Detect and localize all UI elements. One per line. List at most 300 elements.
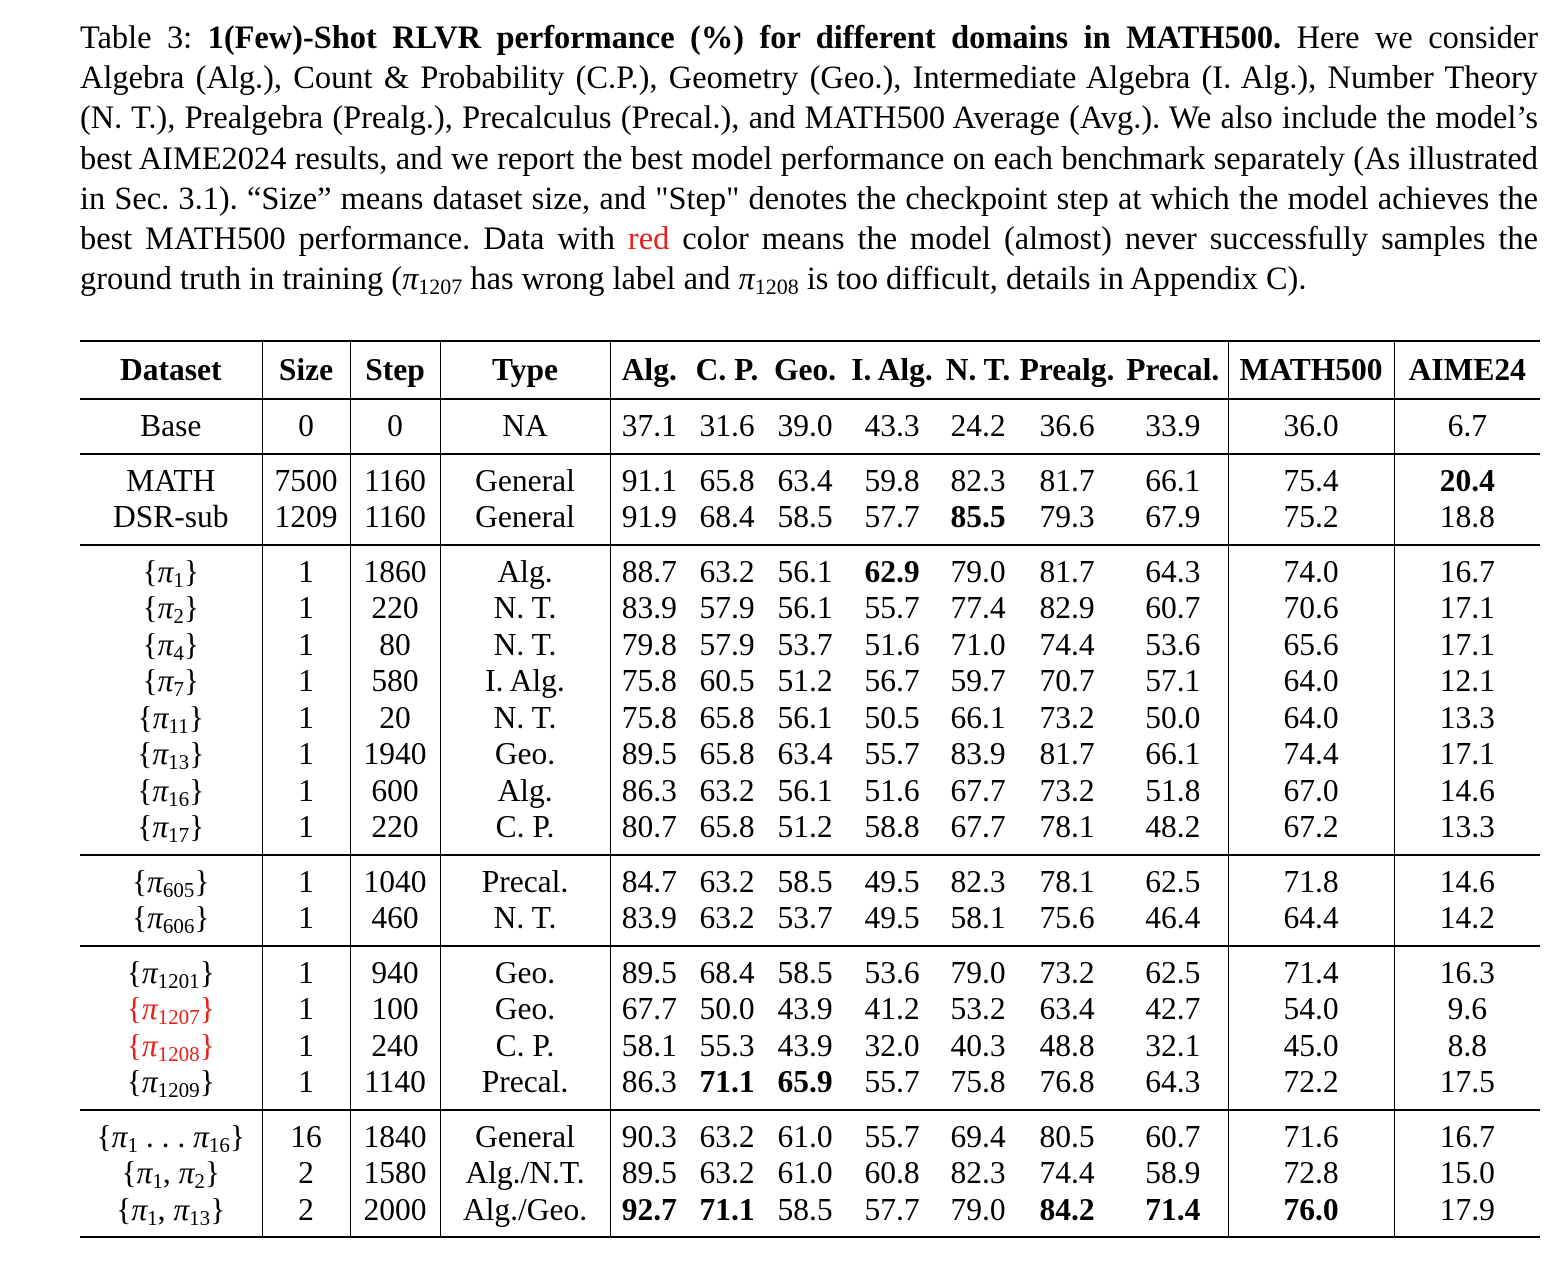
pi-symbol: π	[141, 1027, 158, 1063]
score-cell: 36.0	[1228, 399, 1394, 454]
score-cell: 59.7	[950, 663, 1006, 698]
score-cell: 71.4	[1228, 946, 1394, 992]
score-cell: 81.7	[1039, 736, 1095, 771]
score-cell: 75.4	[1228, 454, 1394, 500]
score-cell: 50.0	[699, 991, 755, 1026]
score-cell: 36.6	[1039, 408, 1095, 443]
score-cell: 73.2	[1039, 699, 1095, 735]
score-cell: 83.9	[950, 736, 1006, 771]
pi-subscript: 2	[173, 604, 184, 628]
score-cell: 16.3	[1439, 954, 1495, 990]
table-row	[80, 399, 1540, 454]
score-cell: 75.2	[1228, 499, 1394, 545]
header-cell: MATH500	[1228, 341, 1394, 399]
caption-label: Table 3:	[80, 20, 193, 56]
step-cell: 1040	[350, 855, 440, 901]
score-cell: 90.3	[621, 1118, 677, 1154]
score-cell: 13.3	[1439, 699, 1495, 735]
type-cell: Alg./N.T.	[440, 1155, 610, 1192]
score-cell: 77.4	[950, 590, 1006, 625]
pi-subscript: 1208	[157, 1041, 200, 1066]
score-cell: 85.5	[950, 499, 1006, 534]
header-cell: Geo.	[766, 341, 844, 399]
score-cell: 12.1	[1439, 663, 1495, 698]
pi-subscript: 606	[162, 914, 195, 938]
score-cell: 40.3	[950, 1027, 1006, 1063]
type-cell: Alg./Geo.	[440, 1192, 610, 1238]
table-row	[80, 1110, 1540, 1156]
score-cell: 14.6	[1439, 863, 1495, 899]
score-cell: 64.0	[1228, 700, 1394, 737]
type-cell: N. T.	[440, 590, 610, 627]
score-cell: 80.7	[621, 809, 677, 844]
pi-symbol: π	[157, 553, 174, 589]
step-cell: 1840	[350, 1110, 440, 1156]
score-cell: 63.2	[699, 863, 755, 899]
step-cell: 1140	[350, 1064, 440, 1110]
pi-symbol: π	[152, 772, 169, 808]
table-row	[80, 499, 1540, 545]
step-cell: 2000	[350, 1192, 440, 1238]
score-cell: 71.4	[1118, 1192, 1228, 1238]
score-cell: 45.0	[1228, 1028, 1394, 1065]
score-cell: 53.7	[777, 626, 833, 662]
size-cell: 1	[262, 773, 350, 810]
step-cell: 460	[350, 900, 440, 946]
table-row	[80, 1064, 1540, 1110]
table-group	[80, 855, 1540, 946]
dataset-cell: {$\pi_1$, $\pi_2$}	[80, 1155, 262, 1192]
score-cell: 49.5	[864, 900, 920, 935]
dataset-cell: $\{\pi_{605}\}$	[80, 855, 262, 901]
caption-text-1: Here we consider Algebra (Alg.), Count & Probability (C.P.), Geometry (Geo.), Intermediate Algebra (I. Alg.), Number Theory (N. T.), Prealgebra (Prealg.), Precalculus (Precal.), and MATH500 Average (Avg.). We also include the model’s best AIME2024 results, and we report the best model performance on each benchmark separately (As illustrated in Sec. 3.1). “Size” means dataset size, and "Step" denotes the checkpoint step at which the model achieves the best MATH500 performance. Data with	[80, 20, 1539, 258]
score-cell: 67.7	[950, 772, 1006, 808]
header-cell: Prealg.	[1016, 341, 1118, 399]
set-separator: ,	[157, 1191, 174, 1227]
score-cell: 53.6	[1118, 627, 1228, 664]
size-cell: 1	[262, 1064, 350, 1110]
score-cell: 17.5	[1439, 1064, 1495, 1099]
dataset-cell: $\{\pi_{17}\}$	[80, 809, 262, 855]
score-cell: 17.1	[1439, 626, 1495, 662]
score-cell: 63.2	[699, 1118, 755, 1154]
pi-subscript: 1	[173, 567, 184, 592]
caption-pi-subscript: 1207	[418, 274, 463, 300]
score-cell: 67.0	[1228, 773, 1394, 810]
score-cell: 17.9	[1439, 1191, 1495, 1227]
score-cell: 89.5	[621, 736, 677, 771]
table-row	[80, 1028, 1540, 1065]
pi-symbol: π	[147, 863, 163, 899]
type-cell: General	[440, 454, 610, 500]
table-group	[80, 1110, 1540, 1238]
pi-subscript: 1209	[157, 1078, 200, 1102]
results-table	[80, 340, 1540, 1238]
score-cell: 70.6	[1228, 590, 1394, 627]
score-cell: 60.7	[1118, 1110, 1228, 1156]
pi-symbol: π	[131, 1191, 148, 1227]
pi-symbol: π	[193, 1118, 209, 1154]
type-cell: General	[440, 499, 610, 545]
score-cell: 55.3	[699, 1027, 755, 1063]
step-cell: 100	[350, 991, 440, 1028]
size-cell: 1	[262, 545, 350, 591]
caption-pi-symbol: π	[402, 261, 419, 298]
size-cell: 1	[262, 590, 350, 627]
size-cell: 1	[262, 663, 350, 700]
table-row	[80, 855, 1540, 901]
step-cell: 80	[350, 627, 440, 664]
score-cell: 55.7	[864, 590, 920, 625]
score-cell: 6.7	[1447, 408, 1487, 443]
dataset-cell: $\{\pi_{606}\}$	[80, 900, 262, 946]
dataset-cell: $\{\pi_{1207}\}$	[80, 991, 262, 1028]
score-cell: 63.4	[777, 462, 833, 498]
size-cell: 2	[262, 1192, 350, 1238]
score-cell: 58.1	[950, 900, 1006, 935]
header-cell: C. P.	[688, 341, 766, 399]
pi-symbol: π	[157, 663, 174, 698]
score-cell: 16.7	[1439, 553, 1495, 589]
score-cell: 78.1	[1039, 809, 1095, 844]
score-cell: 49.5	[864, 863, 920, 899]
header-cell: N. T.	[940, 341, 1016, 399]
score-cell: 37.1	[621, 408, 677, 443]
score-cell: 64.3	[1118, 545, 1228, 591]
score-cell: 76.8	[1039, 1064, 1095, 1099]
score-cell: 74.4	[1039, 1155, 1095, 1190]
score-cell: 51.6	[864, 772, 920, 808]
type-cell: N. T.	[440, 627, 610, 664]
size-cell: 1	[262, 1028, 350, 1065]
score-cell: 56.7	[864, 663, 920, 698]
caption-title: 1(Few)-Shot RLVR performance (%) for different domains in MATH500.	[207, 20, 1282, 56]
step-cell: 1580	[350, 1155, 440, 1192]
score-cell: 72.2	[1228, 1064, 1394, 1110]
score-cell: 56.1	[777, 699, 833, 735]
size-cell: 7500	[262, 454, 350, 500]
score-cell: 89.5	[621, 1155, 677, 1190]
score-cell: 58.5	[777, 499, 833, 534]
dataset-cell: $\{\pi_{11}\}$	[80, 700, 262, 737]
type-cell: Alg.	[440, 545, 610, 591]
score-cell: 71.8	[1228, 855, 1394, 901]
caption-red-word: red	[627, 221, 670, 258]
header-cell: Precal.	[1118, 341, 1228, 399]
size-cell: 1	[262, 627, 350, 664]
pi-subscript: 11	[168, 713, 189, 738]
header-cell: I. Alg.	[844, 341, 940, 399]
score-cell: 50.0	[1118, 700, 1228, 737]
type-cell: N. T.	[440, 900, 610, 946]
pi-symbol: π	[152, 699, 169, 735]
table-row	[80, 736, 1540, 773]
score-cell: 65.8	[699, 462, 755, 498]
score-cell: 51.2	[777, 663, 833, 698]
table-row	[80, 773, 1540, 810]
score-cell: 75.8	[621, 663, 677, 698]
score-cell: 63.2	[699, 553, 755, 589]
type-cell: General	[440, 1110, 610, 1156]
size-cell: 1	[262, 946, 350, 992]
dataset-cell: $\{\pi_{16}\}$	[80, 773, 262, 810]
caption-pi-subscript: 1208	[754, 274, 799, 300]
step-cell: 600	[350, 773, 440, 810]
caption-text-3: has wrong label and	[470, 261, 731, 298]
score-cell: 41.2	[864, 991, 920, 1026]
step-cell: 940	[350, 946, 440, 992]
type-cell: I. Alg.	[440, 663, 610, 700]
pi-subscript: 16	[168, 786, 190, 811]
score-cell: 63.2	[699, 772, 755, 808]
score-cell: 83.9	[621, 900, 677, 935]
score-cell: 55.7	[864, 736, 920, 771]
table-group	[80, 946, 1540, 1110]
step-cell: 240	[350, 1028, 440, 1065]
dataset-cell: $\{\pi_1\}$	[80, 545, 262, 591]
score-cell: 67.7	[950, 809, 1006, 844]
score-cell: 53.6	[864, 954, 920, 990]
type-cell: Precal.	[440, 1064, 610, 1110]
score-cell: 63.4	[1039, 991, 1095, 1026]
dataset-cell: $\{\pi_{1201}\}$	[80, 946, 262, 992]
score-cell: 80.5	[1039, 1118, 1095, 1154]
score-cell: 84.7	[621, 863, 677, 899]
pi-symbol: π	[152, 736, 169, 771]
score-cell: 53.2	[950, 991, 1006, 1026]
size-cell: 2	[262, 1155, 350, 1192]
step-cell: 1160	[350, 454, 440, 500]
header-cell: Alg.	[610, 341, 688, 399]
score-cell: 74.4	[1039, 626, 1095, 662]
pi-subscript: 17	[168, 823, 190, 847]
type-cell: NA	[440, 399, 610, 454]
score-cell: 53.7	[777, 900, 833, 935]
pi-subscript: 1201	[157, 968, 200, 993]
header-row	[80, 341, 1540, 399]
set-separator: . . .	[137, 1118, 194, 1154]
score-cell: 66.1	[950, 699, 1006, 735]
size-cell: 1	[262, 855, 350, 901]
score-cell: 82.3	[950, 863, 1006, 899]
score-cell: 64.0	[1228, 663, 1394, 700]
pi-symbol: π	[173, 1191, 190, 1227]
table-group	[80, 454, 1540, 545]
score-cell: 42.7	[1118, 991, 1228, 1028]
score-cell: 79.3	[1039, 499, 1095, 534]
score-cell: 55.7	[864, 1064, 920, 1099]
header-cell: Type	[440, 341, 610, 399]
score-cell: 82.9	[1039, 590, 1095, 625]
table-header	[80, 341, 1540, 399]
pi-subscript: 16	[208, 1132, 230, 1157]
score-cell: 50.5	[864, 699, 920, 735]
score-cell: 74.4	[1228, 736, 1394, 773]
score-cell: 57.9	[699, 626, 755, 662]
score-cell: 48.2	[1118, 809, 1228, 855]
type-cell: Alg.	[440, 773, 610, 810]
table-row	[80, 946, 1540, 992]
score-cell: 79.0	[950, 1191, 1006, 1227]
caption-text-4: is too difficult, details in Appendix C).	[806, 261, 1307, 298]
score-cell: 39.0	[777, 408, 833, 443]
score-cell: 14.6	[1439, 772, 1495, 808]
score-cell: 58.9	[1118, 1155, 1228, 1192]
score-cell: 89.5	[621, 954, 677, 990]
pi-subscript: 7	[173, 677, 184, 701]
score-cell: 75.8	[621, 699, 677, 735]
score-cell: 14.2	[1439, 900, 1495, 935]
pi-subscript: 4	[173, 640, 184, 665]
score-cell: 60.8	[864, 1155, 920, 1190]
score-cell: 69.4	[950, 1118, 1006, 1154]
score-cell: 18.8	[1439, 499, 1495, 534]
score-cell: 51.2	[777, 809, 833, 844]
dataset-cell: DSR-sub	[80, 499, 262, 545]
score-cell: 60.5	[699, 663, 755, 698]
score-cell: 62.5	[1118, 946, 1228, 992]
table-row	[80, 590, 1540, 627]
score-cell: 64.3	[1118, 1064, 1228, 1110]
score-cell: 65.8	[699, 809, 755, 844]
pi-subscript: 13	[189, 1205, 211, 1230]
score-cell: 71.1	[699, 1191, 755, 1227]
score-cell: 68.4	[699, 954, 755, 990]
dataset-cell: $\{\pi_{1208}\}$	[80, 1028, 262, 1065]
step-cell: 0	[350, 399, 440, 454]
pi-subscript: 1	[127, 1132, 138, 1157]
score-cell: 71.1	[699, 1064, 755, 1099]
score-cell: 73.2	[1039, 954, 1095, 990]
score-cell: 74.0	[1228, 545, 1394, 591]
score-cell: 60.7	[1118, 590, 1228, 627]
score-cell: 57.1	[1118, 663, 1228, 700]
score-cell: 86.3	[621, 1064, 677, 1099]
table-row	[80, 1155, 1540, 1192]
score-cell: 63.2	[699, 1155, 755, 1190]
size-cell: 1	[262, 809, 350, 855]
dataset-cell: $\{\pi_{1209}\}$	[80, 1064, 262, 1110]
score-cell: 88.7	[621, 553, 677, 589]
dataset-cell: Base	[80, 399, 262, 454]
table-row	[80, 700, 1540, 737]
pi-subscript: 1207	[157, 1005, 200, 1029]
score-cell: 64.4	[1228, 900, 1394, 946]
score-cell: 82.3	[950, 462, 1006, 498]
score-cell: 62.9	[864, 553, 920, 589]
score-cell: 61.0	[777, 1155, 833, 1190]
set-separator: ,	[162, 1155, 179, 1190]
score-cell: 51.8	[1118, 773, 1228, 810]
score-cell: 67.2	[1228, 809, 1394, 855]
dataset-cell: {$\pi_1$ . . . $\pi_{16}$}	[80, 1110, 262, 1156]
score-cell: 17.1	[1439, 590, 1495, 625]
table-row	[80, 809, 1540, 855]
score-cell: 73.2	[1039, 772, 1095, 808]
score-cell: 32.0	[864, 1027, 920, 1063]
pi-subscript: 13	[168, 750, 190, 774]
table-caption	[80, 18, 1538, 299]
pi-subscript: 1	[147, 1205, 158, 1230]
score-cell: 57.7	[864, 499, 920, 534]
score-cell: 43.9	[777, 991, 833, 1026]
score-cell: 62.5	[1118, 855, 1228, 901]
dataset-cell: $\{\pi_2\}$	[80, 590, 262, 627]
score-cell: 71.6	[1228, 1110, 1394, 1156]
type-cell: Geo.	[440, 991, 610, 1028]
score-cell: 79.8	[621, 626, 677, 662]
score-cell: 57.7	[864, 1191, 920, 1227]
type-cell: Precal.	[440, 855, 610, 901]
pi-symbol: π	[157, 626, 174, 662]
step-cell: 1160	[350, 499, 440, 545]
size-cell: 0	[262, 399, 350, 454]
score-cell: 54.0	[1228, 991, 1394, 1028]
score-cell: 8.8	[1447, 1027, 1487, 1063]
score-cell: 75.6	[1039, 900, 1095, 935]
score-cell: 65.6	[1228, 627, 1394, 664]
size-cell: 1	[262, 900, 350, 946]
score-cell: 84.2	[1039, 1191, 1095, 1227]
score-cell: 83.9	[621, 590, 677, 625]
score-cell: 75.8	[950, 1064, 1006, 1099]
score-cell: 43.9	[777, 1027, 833, 1063]
score-cell: 81.7	[1039, 462, 1095, 498]
size-cell: 1	[262, 700, 350, 737]
dataset-cell: MATH	[80, 454, 262, 500]
header-cell: Dataset	[80, 341, 262, 399]
dataset-cell: $\{\pi_7\}$	[80, 663, 262, 700]
table-group	[80, 545, 1540, 855]
score-cell: 59.8	[864, 462, 920, 498]
table-row	[80, 663, 1540, 700]
pi-symbol: π	[152, 809, 169, 844]
pi-symbol: π	[111, 1118, 128, 1154]
table-row	[80, 454, 1540, 500]
score-cell: 9.6	[1447, 991, 1487, 1026]
step-cell: 220	[350, 590, 440, 627]
score-cell: 70.7	[1039, 663, 1095, 698]
step-cell: 1940	[350, 736, 440, 773]
score-cell: 56.1	[777, 772, 833, 808]
score-cell: 76.0	[1228, 1192, 1394, 1238]
pi-subscript: 1	[152, 1169, 163, 1193]
score-cell: 15.0	[1439, 1155, 1495, 1190]
header-cell: Step	[350, 341, 440, 399]
score-cell: 65.9	[777, 1064, 833, 1099]
score-cell: 67.7	[621, 991, 677, 1026]
score-cell: 24.2	[950, 408, 1006, 443]
score-cell: 81.7	[1039, 553, 1095, 589]
score-cell: 46.4	[1118, 900, 1228, 946]
size-cell: 1	[262, 991, 350, 1028]
step-cell: 580	[350, 663, 440, 700]
score-cell: 16.7	[1439, 1118, 1495, 1154]
pi-subscript: 605	[162, 877, 195, 902]
dataset-cell: $\{\pi_{13}\}$	[80, 736, 262, 773]
step-cell: 220	[350, 809, 440, 855]
table-row	[80, 1192, 1540, 1238]
score-cell: 61.0	[777, 1118, 833, 1154]
score-cell: 91.1	[621, 462, 677, 498]
size-cell: 1	[262, 736, 350, 773]
caption-pi-symbol: π	[738, 261, 755, 298]
score-cell: 43.3	[864, 408, 920, 443]
score-cell: 92.7	[621, 1191, 677, 1227]
pi-symbol: π	[141, 954, 158, 990]
score-cell: 91.9	[621, 499, 677, 534]
score-cell: 17.1	[1439, 736, 1495, 771]
